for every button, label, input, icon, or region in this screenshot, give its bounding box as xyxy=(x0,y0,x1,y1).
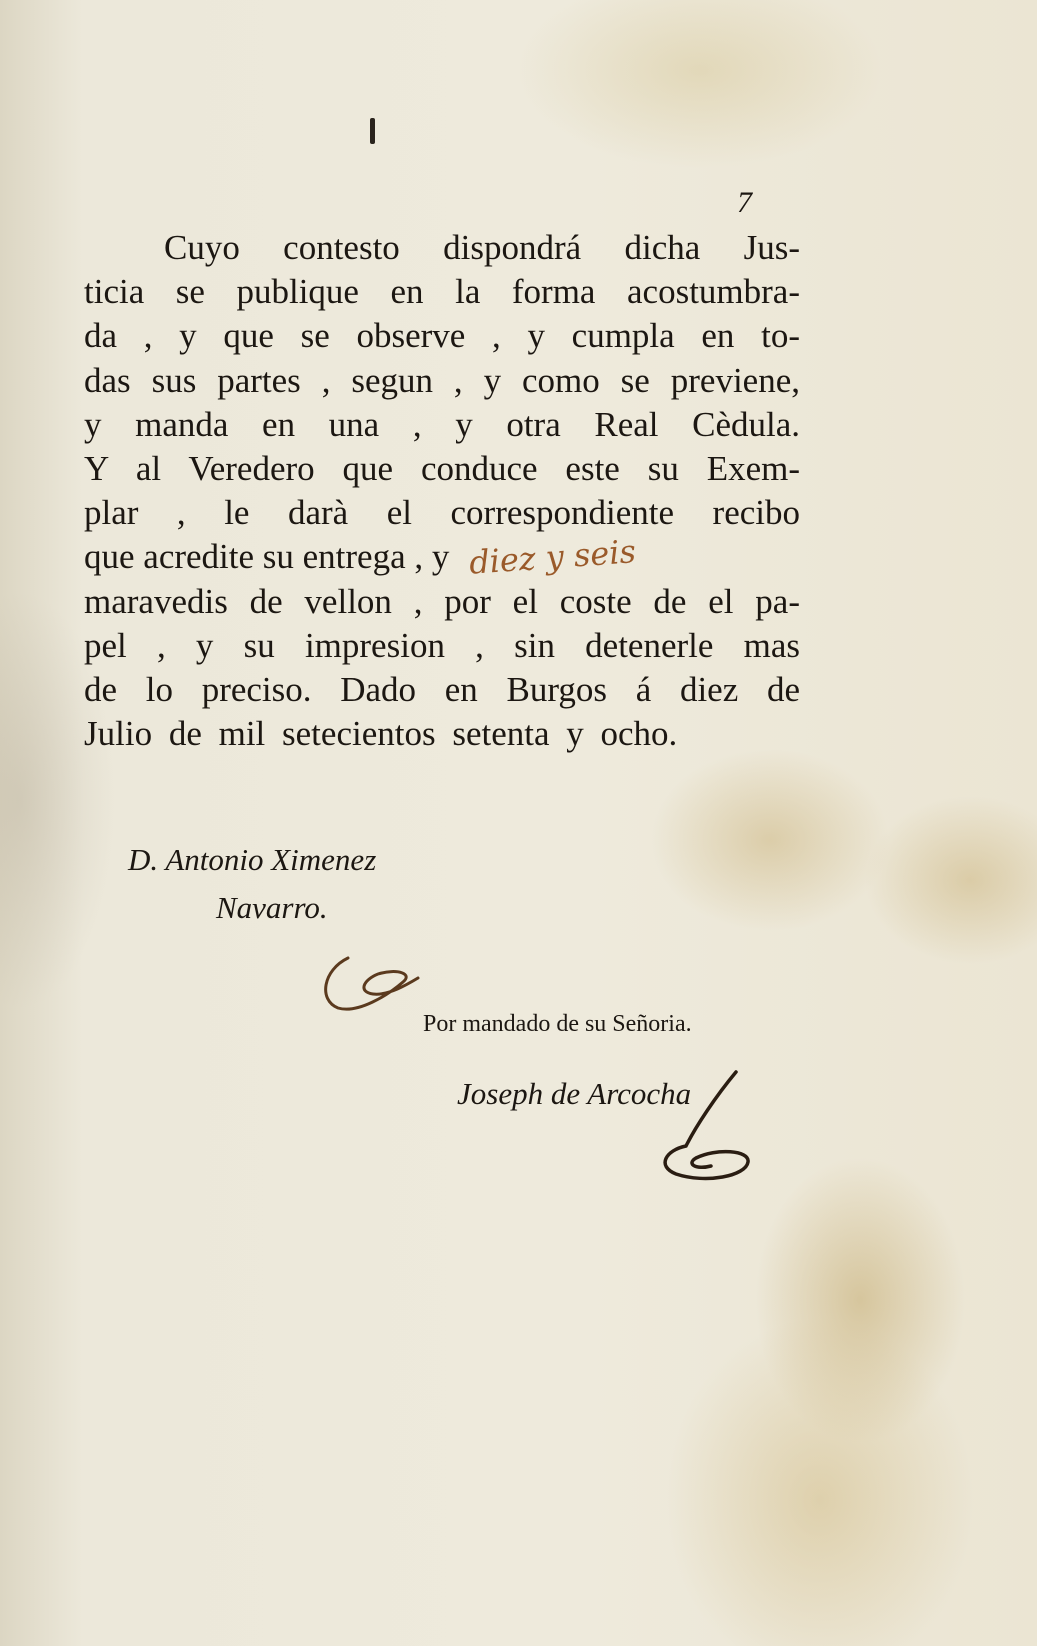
secretary-rubric xyxy=(636,1066,766,1196)
text-line: de lo preciso. Dado en Burgos á diez de xyxy=(84,669,800,709)
page-number: 7 xyxy=(737,186,752,219)
secretary-name: Joseph de Arcocha xyxy=(457,1076,692,1111)
order-line: Por mandado de su Señoria. xyxy=(423,1011,692,1037)
text-line: Y al Veredero que conduce este su Exem- xyxy=(84,448,800,488)
signer-name xyxy=(128,836,376,932)
signer-line-1: D. Antonio Ximenez xyxy=(128,842,377,877)
ink-mark xyxy=(370,118,375,144)
text-line: plar , le darà el correspondiente recibo xyxy=(84,493,800,533)
handwritten-amount: diez y seis xyxy=(468,532,638,583)
text-line: ticia se publique en la forma acostumbra- xyxy=(84,272,800,312)
signer-line-2: Navarro. xyxy=(216,890,328,925)
text-line: das sus partes , segun , y como se previene, xyxy=(84,360,800,400)
text-line: Julio de mil setecientos setenta y ocho. xyxy=(84,714,678,754)
body-paragraph xyxy=(84,226,800,756)
text-line: Cuyo contesto dispondrá dicha Jus- xyxy=(164,228,800,267)
text-line: que acredite su entrega , y xyxy=(84,537,450,577)
text-line: y manda en una , y otra Real Cèdula. xyxy=(84,404,800,444)
text-line: maravedis de vellon , por el coste de el pa- xyxy=(84,581,800,621)
text-line: pel , y su impresion , sin detenerle mas xyxy=(84,625,800,665)
text-line: da , y que se observe , y cumpla en to- xyxy=(84,316,800,356)
text-line-with-manuscript xyxy=(84,532,800,583)
signer-rubric xyxy=(318,950,428,1020)
